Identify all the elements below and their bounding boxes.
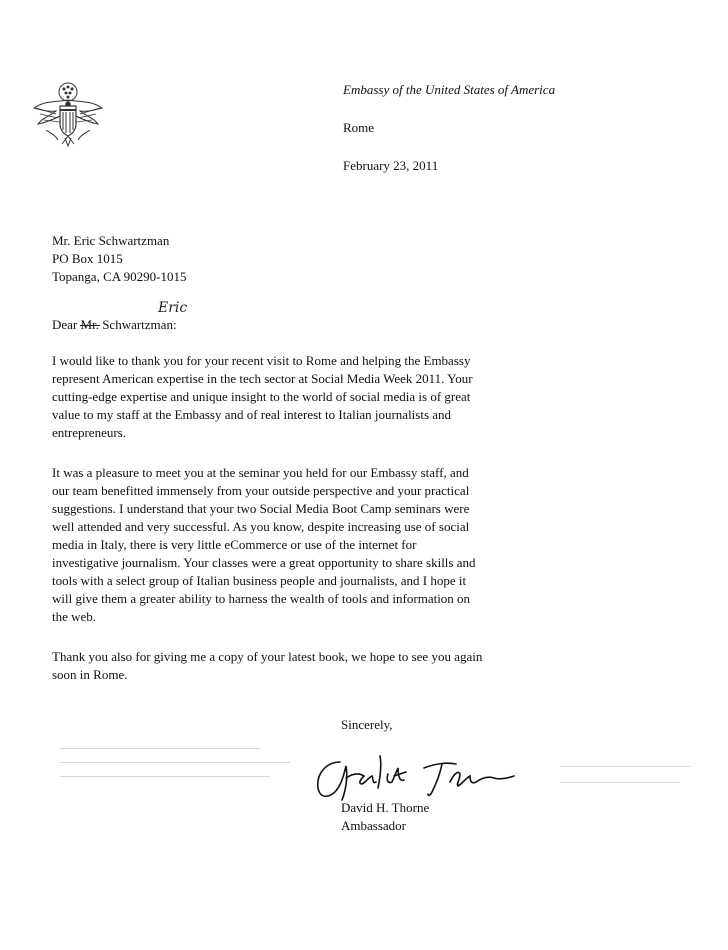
bleed-through-mark	[560, 782, 680, 783]
bleed-through-mark	[60, 748, 260, 749]
us-great-seal-icon	[28, 78, 108, 150]
signer-title: Ambassador	[341, 818, 406, 833]
letter-date: February 23, 2011	[343, 158, 439, 173]
recipient-name: Mr. Eric Schwartzman	[52, 233, 170, 248]
signer-block	[341, 799, 429, 835]
body-paragraph-3: Thank you also for giving me a copy of your latest book, we hope to see you again soon in Rome.	[52, 649, 483, 682]
recipient-address-line2: Topanga, CA 90290-1015	[52, 269, 187, 284]
body-paragraph-2: It was a pleasure to meet you at the seminar you held for our Embassy staff, and our team benefitted immensely from your outside perspective and your practical suggestions. I understand that your two Social Media Boot Camp seminars were well attended and very successful. As you know, despite increasing use of social media in Italy, there is very little eCommerce or use of the internet for investigative journalism. Your classes were a great opportunity to share skills and tools with a select group of Italian business people and journalists, and I hope it will give them a greater ability to harness the wealth of tools and information on the web.	[52, 465, 476, 624]
salutation-prefix: Dear	[52, 317, 81, 332]
body-paragraph-1: I would like to thank you for your recent visit to Rome and helping the Embassy represent American expertise in the tech sector at Social Media Week 2011. Your cutting-edge expertise and unique insight to the world of social media is of great value to my staff at the Embassy and of real interest to Italian journalists and entrepreneurs.	[52, 353, 473, 440]
recipient-address-line1: PO Box 1015	[52, 251, 123, 266]
embassy-name: Embassy of the United States of America	[343, 82, 556, 97]
handwritten-signature	[302, 748, 532, 806]
struck-title: Mr.	[80, 317, 99, 332]
bleed-through-mark	[60, 776, 270, 777]
salutation-surname: Schwartzman:	[98, 317, 177, 332]
letter-city: Rome	[343, 120, 375, 135]
letter-body	[52, 352, 632, 706]
bleed-through-mark	[560, 766, 690, 767]
handwritten-first-name: Eric	[158, 300, 188, 316]
letterhead	[343, 82, 555, 174]
signer-name: David H. Thorne	[341, 800, 430, 815]
salutation	[52, 317, 177, 333]
recipient-address	[52, 232, 187, 286]
bleed-through-mark	[60, 762, 290, 763]
closing: Sincerely,	[341, 717, 393, 732]
